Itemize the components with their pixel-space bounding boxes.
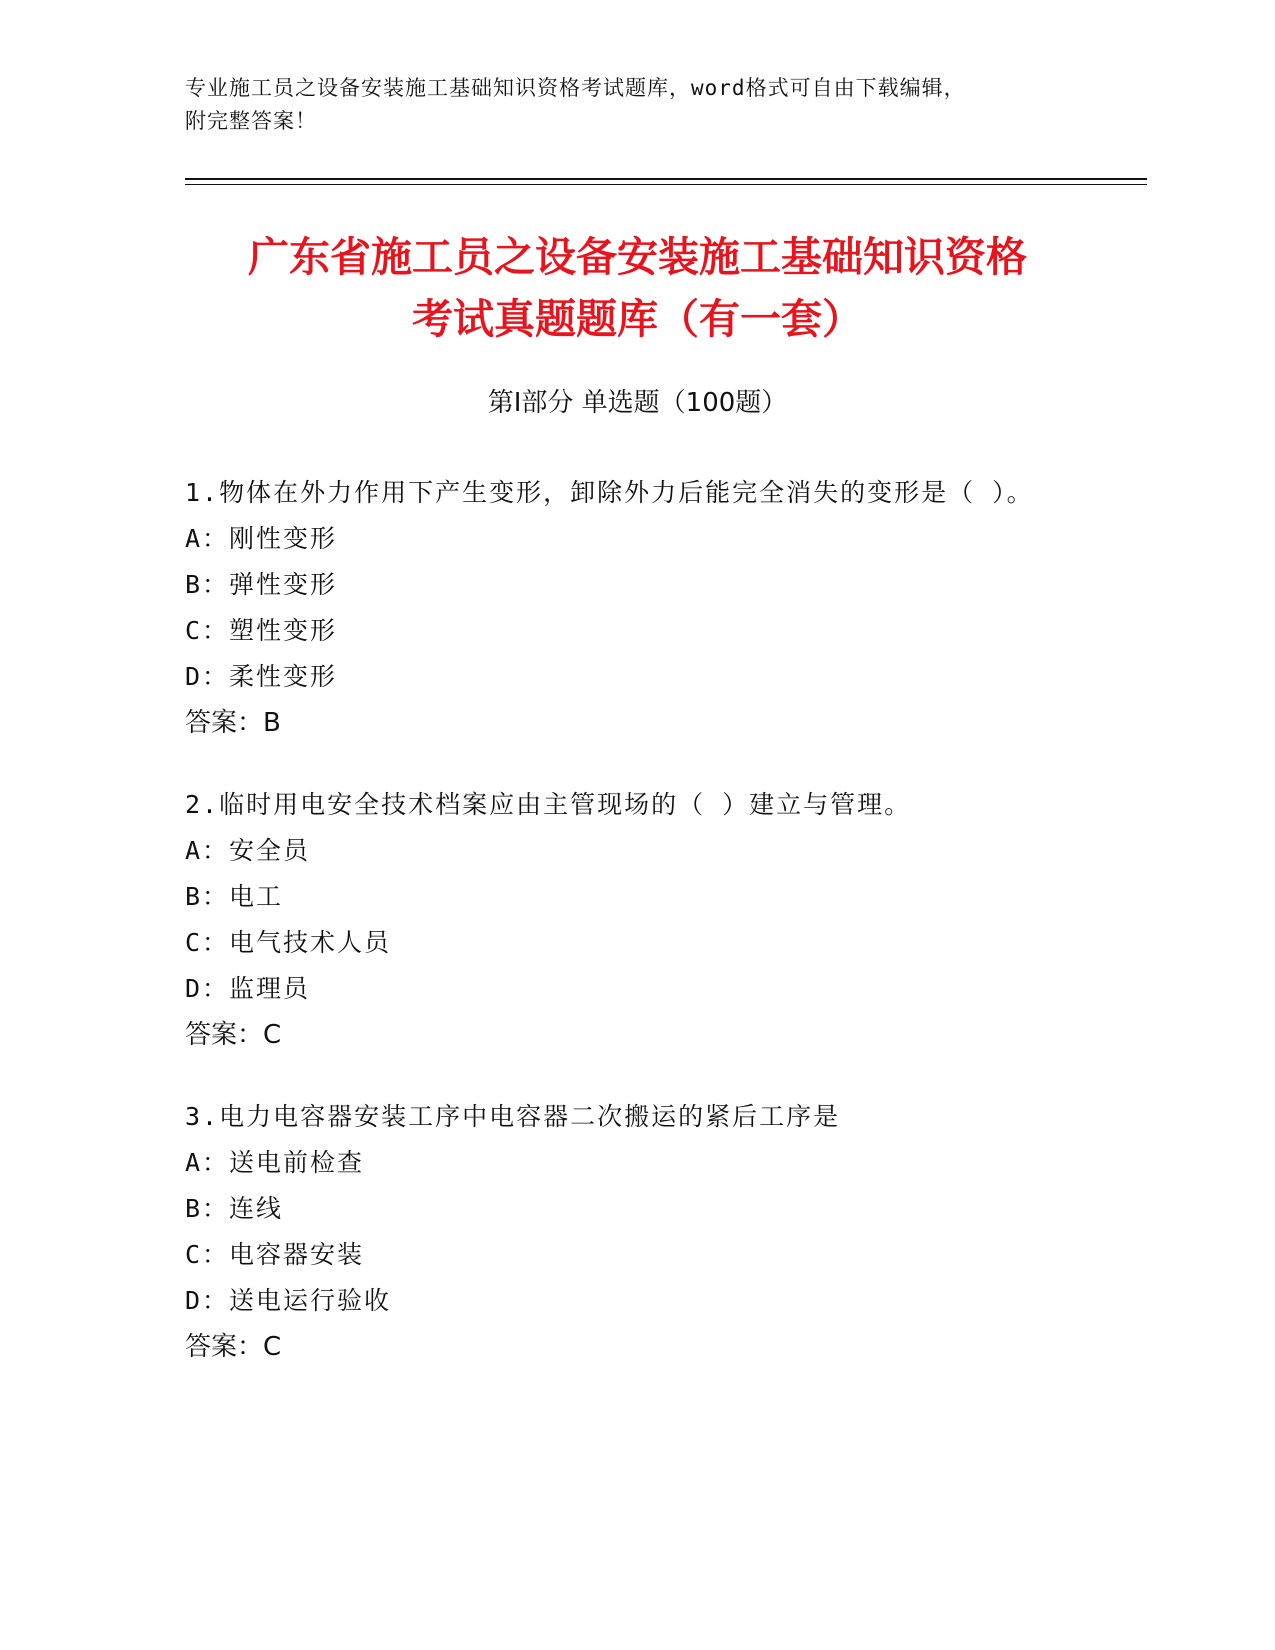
question-option: B：弹性变形	[185, 570, 338, 599]
section-heading: 第Ⅰ部分 单选题（100题）	[487, 388, 788, 418]
question-answer: 答案：C	[185, 1332, 282, 1362]
question-option: A：刚性变形	[185, 524, 338, 553]
question-stem: 1.物体在外力作用下产生变形，卸除外力后能完全消失的变形是（ ）。	[185, 478, 1034, 507]
document-title	[140, 226, 1135, 350]
question-option: D：监理员	[185, 974, 311, 1003]
question-option: B：连线	[185, 1194, 284, 1223]
header-divider-thick	[185, 178, 1147, 180]
question-option: C：塑性变形	[185, 616, 338, 645]
question-option: C：电气技术人员	[185, 928, 392, 957]
title-line-2: 考试真题题库（有一套）	[412, 295, 863, 343]
question-answer: 答案：B	[185, 708, 281, 738]
title-line-1: 广东省施工员之设备安装施工基础知识资格	[248, 233, 1027, 281]
question-option: D：柔性变形	[185, 662, 338, 691]
document-intro	[185, 72, 1065, 138]
question-answer: 答案：C	[185, 1020, 282, 1050]
question-stem: 2.临时用电安全技术档案应由主管现场的（ ）建立与管理。	[185, 790, 912, 819]
intro-line-1: 专业施工员之设备安装施工基础知识资格考试题库，word格式可自由下载编辑，	[185, 76, 966, 100]
question-option: B：电工	[185, 882, 284, 911]
header-divider-thin	[185, 184, 1147, 185]
question-item	[185, 782, 1085, 1058]
question-option: A：送电前检查	[185, 1148, 365, 1177]
question-list	[185, 470, 1085, 1406]
question-item	[185, 470, 1085, 746]
question-option: D：送电运行验收	[185, 1286, 392, 1315]
question-stem: 3.电力电容器安装工序中电容器二次搬运的紧后工序是	[185, 1102, 841, 1131]
question-option: C：电容器安装	[185, 1240, 365, 1269]
question-item	[185, 1094, 1085, 1370]
intro-line-2: 附完整答案！	[185, 109, 317, 133]
question-option: A：安全员	[185, 836, 311, 865]
